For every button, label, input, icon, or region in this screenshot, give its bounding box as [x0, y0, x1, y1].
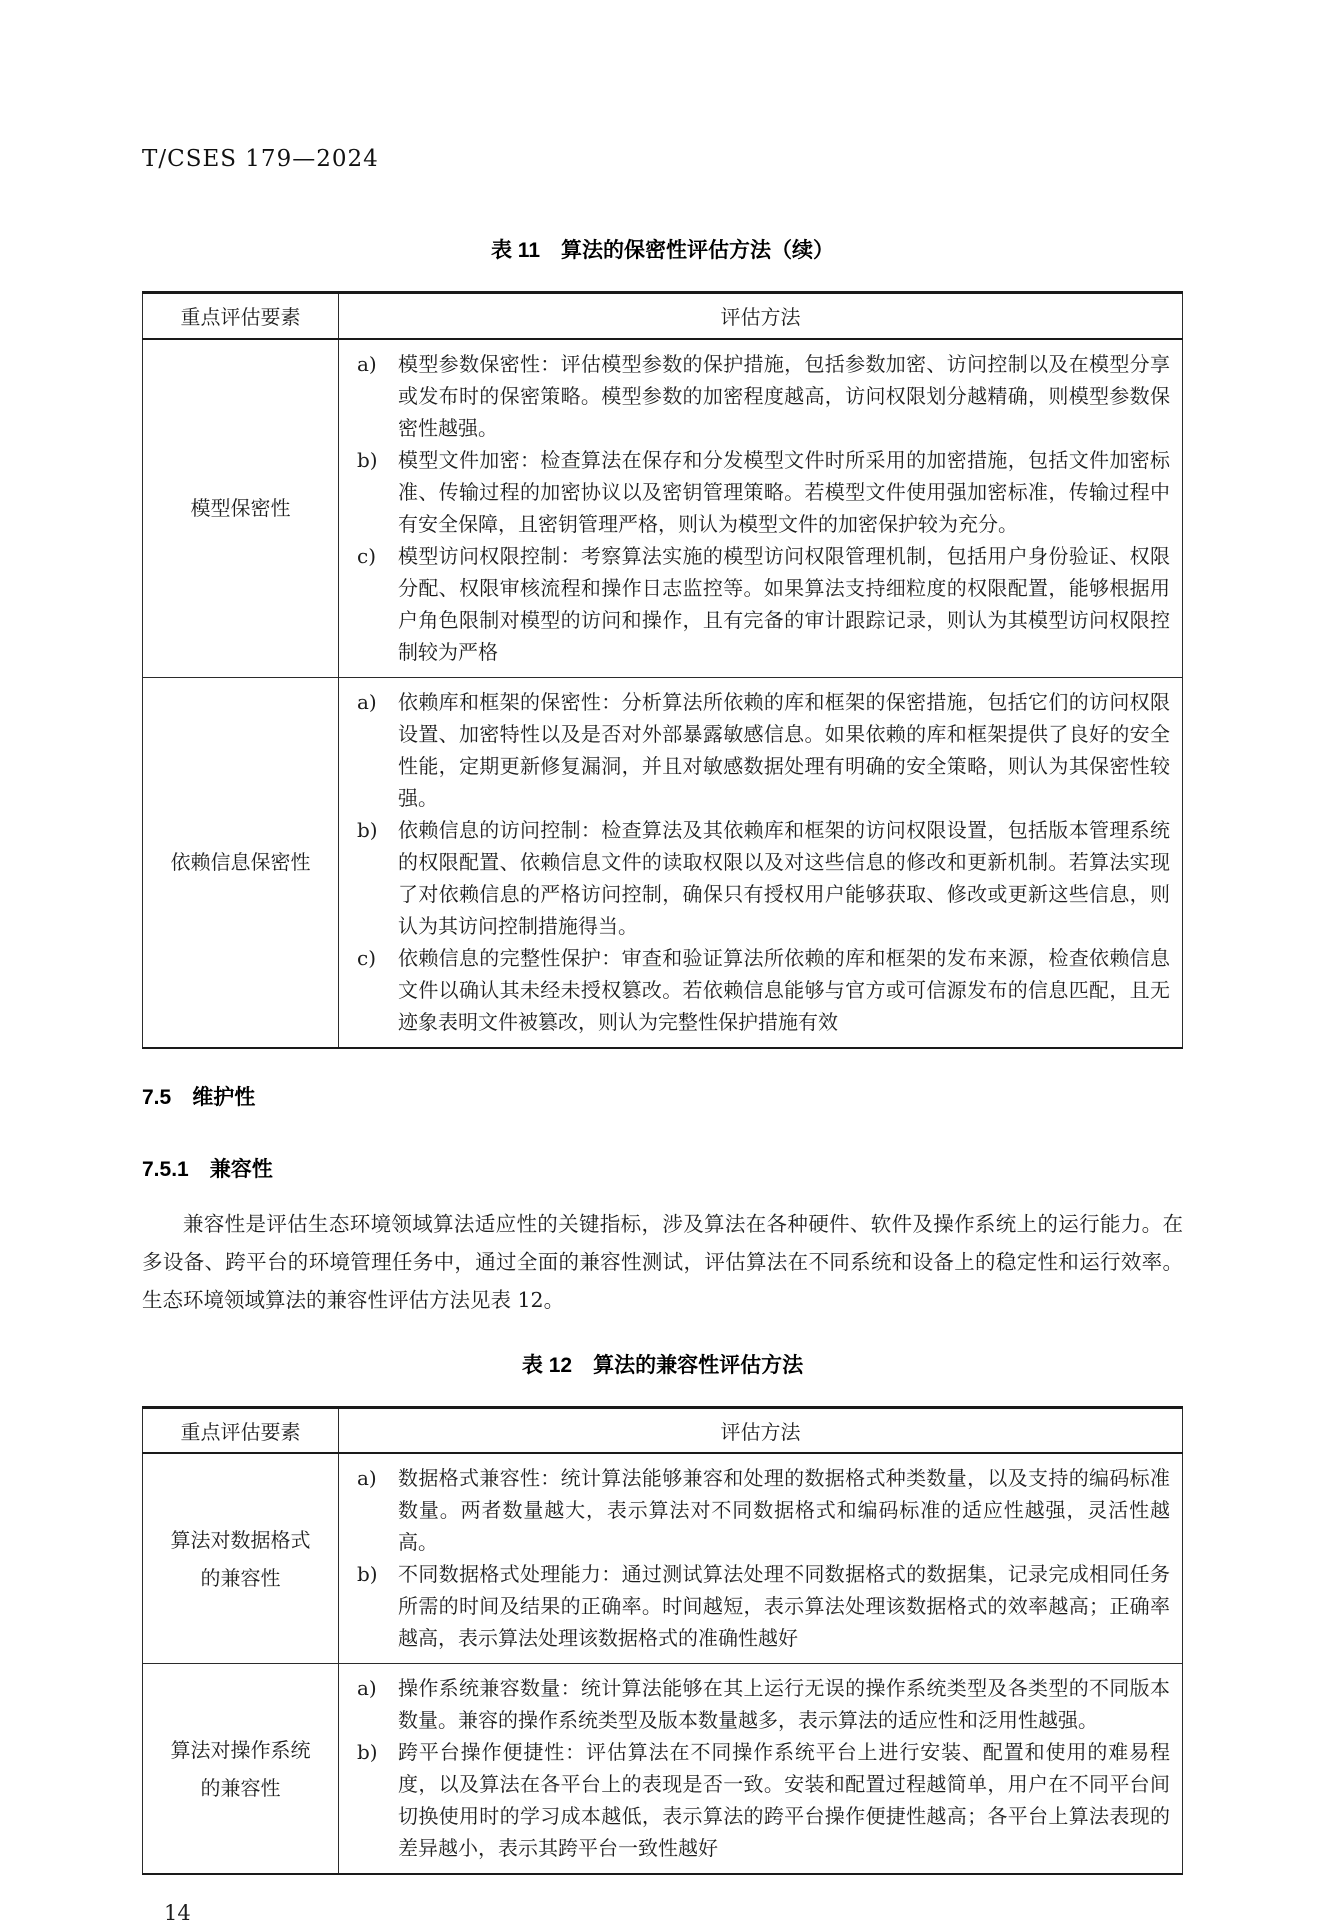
table12-header-row	[143, 1407, 1183, 1453]
list-item	[352, 444, 1170, 540]
list-item	[352, 942, 1170, 1038]
item-text: 依赖信息的访问控制：检查算法及其依赖库和框架的访问权限设置，包括版本管理系统的权限配置、依赖信息文件的读取权限以及对这些信息的修改和更新机制。若算法实现了对依赖信息的严格访问控制，确保只有授权用户能够获取、修改或更新这些信息，则认为其访问控制措施得当。	[398, 817, 1170, 938]
item-text: 模型参数保密性：评估模型参数的保护措施，包括参数加密、访问控制以及在模型分享或发布时的保密策略。模型参数的加密程度越高，访问权限划分越精确，则模型参数保密性越强。	[398, 351, 1170, 440]
item-marker: b)	[357, 1740, 378, 1764]
item-marker: a)	[357, 1676, 377, 1700]
body-paragraph: 兼容性是评估生态环境领域算法适应性的关键指标，涉及算法在各种硬件、软件及操作系统上的运行能力。在多设备、跨平台的环境管理任务中，通过全面的兼容性测试，评估算法在不同系统和设备上的稳定性和运行效率。生态环境领域算法的兼容性评估方法见表 12。	[142, 1211, 1183, 1312]
item-marker: a)	[357, 351, 377, 376]
table12-row2-factor: 算法对操作系统的兼容性	[143, 1664, 339, 1875]
list-item	[352, 686, 1170, 814]
table12-row2-methods	[339, 1664, 1183, 1875]
list-item	[352, 1462, 1170, 1558]
item-marker: b)	[357, 817, 378, 842]
list-item	[352, 540, 1170, 668]
table11-row1-factor: 模型保密性	[143, 339, 339, 678]
item-text: 操作系统兼容数量：统计算法能够在其上运行无误的操作系统类型及各类型的不同版本数量。兼容的操作系统类型及版本数量越多，表示算法的适应性和泛用性越强。	[398, 1676, 1170, 1732]
table11-row2-factor: 依赖信息保密性	[143, 677, 339, 1048]
table12-header-factor: 重点评估要素	[143, 1407, 339, 1453]
item-marker: c)	[357, 543, 377, 568]
table12-header-method: 评估方法	[339, 1407, 1183, 1453]
list-item	[352, 348, 1170, 444]
table12-row1-methods	[339, 1453, 1183, 1664]
table11-header-row	[143, 293, 1183, 339]
item-marker: a)	[357, 689, 377, 714]
table-row	[143, 339, 1183, 678]
list-item	[352, 814, 1170, 942]
table11-header-factor: 重点评估要素	[143, 293, 339, 339]
item-text: 跨平台操作便捷性：评估算法在不同操作系统平台上进行安装、配置和使用的难易程度，以及算法在各平台上的表现是否一致。安装和配置过程越简单，用户在不同平台间切换使用时的学习成本越低，表示算法的跨平台操作便捷性越高；各平台上算法表现的差异越小，表示其跨平台一致性越好	[398, 1740, 1170, 1860]
standard-number: T/CSES 179—2024	[142, 146, 379, 172]
section-heading-7-5-1: 7.5.1 兼容性	[142, 1157, 273, 1181]
item-text: 依赖库和框架的保密性：分析算法所依赖的库和框架的保密措施，包括它们的访问权限设置、加密特性以及是否对外部暴露敏感信息。如果依赖的库和框架提供了良好的安全性能，定期更新修复漏洞，并且对敏感数据处理有明确的安全策略，则认为其保密性较强。	[398, 689, 1170, 810]
list-item	[352, 1736, 1170, 1864]
item-text: 依赖信息的完整性保护：审查和验证算法所依赖的库和框架的发布来源，检查依赖信息文件以确认其未经未授权篡改。若依赖信息能够与官方或可信源发布的信息匹配，且无迹象表明文件被篡改，则认为完整性保护措施有效	[398, 945, 1170, 1034]
table-row	[143, 677, 1183, 1048]
table12-caption: 表 12 算法的兼容性评估方法	[521, 1353, 804, 1377]
table11-header-method: 评估方法	[339, 293, 1183, 339]
item-text: 不同数据格式处理能力：通过测试算法处理不同数据格式的数据集，记录完成相同任务所需的时间及结果的正确率。时间越短，表示算法处理该数据格式的效率越高；正确率越高，表示算法处理该数据格式的准确性越好	[398, 1562, 1170, 1650]
item-text: 数据格式兼容性：统计算法能够兼容和处理的数据格式种类数量，以及支持的编码标准数量。两者数量越大，表示算法对不同数据格式和编码标准的适应性越强，灵活性越高。	[398, 1466, 1170, 1554]
list-item	[352, 1558, 1170, 1654]
table-row	[143, 1453, 1183, 1664]
item-marker: a)	[357, 1466, 377, 1490]
table11-row1-methods	[339, 339, 1183, 678]
item-marker: b)	[357, 1562, 378, 1586]
table11-caption: 表 11 算法的保密性评估方法（续）	[490, 239, 835, 262]
table11	[142, 291, 1183, 1049]
item-text: 模型文件加密：检查算法在保存和分发模型文件时所采用的加密措施，包括文件加密标准、传输过程的加密协议以及密钥管理策略。若模型文件使用强加密标准，传输过程中有安全保障，且密钥管理严格，则认为模型文件的加密保护较为充分。	[398, 447, 1170, 536]
table11-row2-methods	[339, 677, 1183, 1048]
page-number: 14	[164, 1901, 191, 1925]
table12-row1-factor: 算法对数据格式的兼容性	[143, 1453, 339, 1664]
item-marker: c)	[357, 945, 377, 970]
section-heading-7-5: 7.5 维护性	[142, 1085, 256, 1109]
item-marker: b)	[357, 447, 378, 472]
table-row	[143, 1664, 1183, 1875]
table12	[142, 1406, 1183, 1876]
item-text: 模型访问权限控制：考察算法实施的模型访问权限管理机制，包括用户身份验证、权限分配、权限审核流程和操作日志监控等。如果算法支持细粒度的权限配置，能够根据用户角色限制对模型的访问和操作，且有完备的审计跟踪记录，则认为其模型访问权限控制较为严格	[398, 543, 1170, 664]
list-item	[352, 1672, 1170, 1736]
